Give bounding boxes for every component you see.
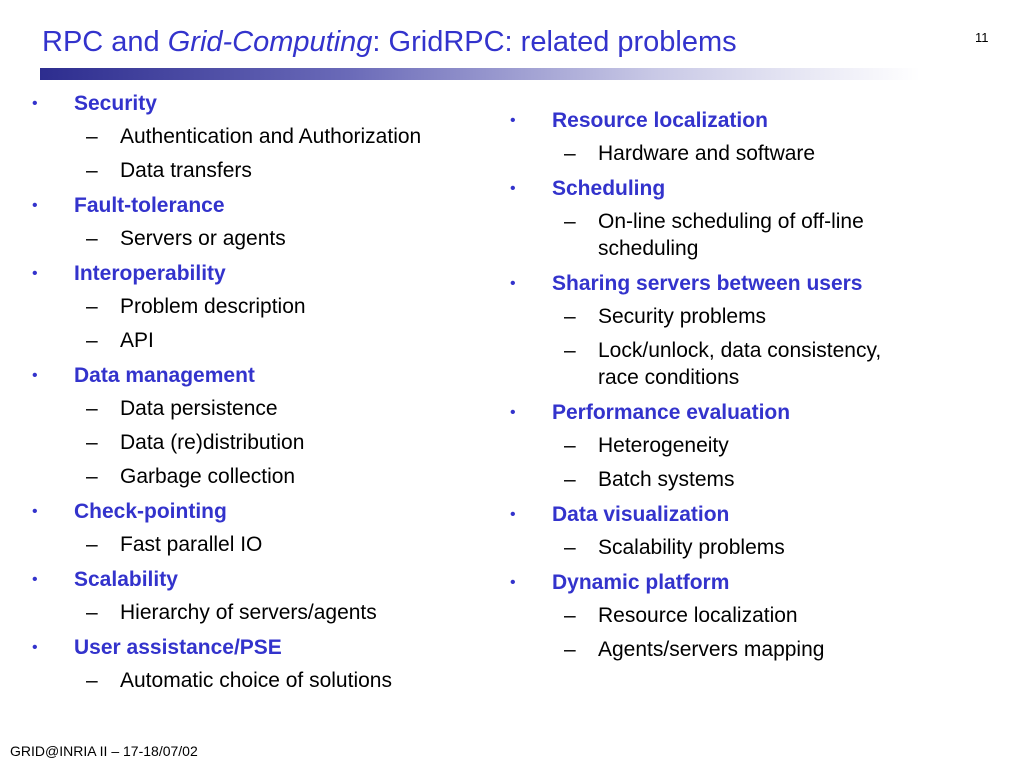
topic-label: Fault-tolerance [74, 194, 225, 217]
subtopic-list [28, 667, 498, 694]
subtopic-item [28, 225, 498, 252]
topic-item [506, 269, 976, 391]
topic-heading [506, 269, 976, 303]
dash-icon: – [86, 465, 98, 488]
right-topic-list [506, 106, 976, 663]
subtopic-list [28, 123, 498, 184]
subtopic-label: Problem description [120, 295, 306, 318]
dash-icon: – [86, 431, 98, 454]
topic-heading [28, 89, 498, 123]
topic-label: Data visualization [552, 503, 730, 526]
subtopic-label: Agents/servers mapping [598, 638, 825, 661]
topic-item [28, 497, 498, 558]
subtopic-list [28, 395, 498, 490]
topic-heading [506, 174, 976, 208]
left-column [28, 89, 498, 701]
subtopic-item [28, 531, 498, 558]
title-italic: Grid-Computing [167, 26, 373, 58]
topic-label: Interoperability [74, 262, 226, 285]
bullet-icon: • [32, 571, 38, 588]
subtopic-item [506, 303, 976, 330]
subtopic-list [506, 602, 976, 663]
topic-heading [28, 259, 498, 293]
title-prefix: RPC and [42, 26, 168, 58]
topic-label: User assistance/PSE [74, 636, 282, 659]
topic-heading [506, 106, 976, 140]
subtopic-label: Hierarchy of servers/agents [120, 601, 377, 624]
topic-label: Check-pointing [74, 500, 227, 523]
bullet-icon: • [32, 197, 38, 214]
subtopic-label: Automatic choice of solutions [120, 669, 392, 692]
dash-icon: – [564, 305, 576, 328]
topic-item [28, 633, 498, 694]
subtopic-label: Garbage collection [120, 465, 296, 488]
subtopic-label: Hardware and software [598, 142, 816, 165]
subtopic-item [506, 432, 976, 459]
dash-icon: – [86, 159, 98, 182]
title-suffix: : GridRPC: related problems [372, 26, 737, 58]
topic-label: Resource localization [552, 109, 768, 132]
subtopic-item [28, 395, 498, 422]
topic-label: Performance evaluation [552, 401, 791, 424]
subtopic-label: Heterogeneity [598, 434, 729, 457]
subtopic-label: Data persistence [120, 397, 278, 420]
topic-item [506, 568, 976, 663]
subtopic-label: API [120, 329, 154, 352]
subtopic-label: Lock/unlock, data consistency, race conditions [598, 339, 882, 389]
subtopic-item [506, 636, 976, 663]
dash-icon: – [86, 533, 98, 556]
dash-icon: – [564, 468, 576, 491]
slide-number: 11 [975, 30, 989, 45]
subtopic-label: Security problems [598, 305, 767, 328]
subtopic-item [28, 123, 498, 150]
dash-icon: – [564, 339, 576, 362]
subtopic-label: On-line scheduling of off-line scheduling [598, 210, 864, 260]
slide-footer: GRID@INRIA II – 17-18/07/02 [10, 743, 198, 759]
topic-heading [28, 565, 498, 599]
subtopic-item [28, 429, 498, 456]
topic-item [506, 500, 976, 561]
subtopic-item [506, 140, 976, 167]
topic-heading [28, 633, 498, 667]
topic-item [28, 191, 498, 252]
subtopic-item [28, 293, 498, 320]
topic-label: Data management [74, 364, 255, 387]
topic-heading [506, 568, 976, 602]
bullet-icon: • [510, 506, 516, 523]
dash-icon: – [86, 295, 98, 318]
topic-label: Security [74, 92, 157, 115]
subtopic-label: Resource localization [598, 604, 798, 627]
topic-item [28, 89, 498, 184]
subtopic-list [28, 293, 498, 354]
subtopic-label: Data (re)distribution [120, 431, 305, 454]
subtopic-item [506, 337, 976, 391]
subtopic-list [506, 534, 976, 561]
subtopic-item [28, 667, 498, 694]
subtopic-item [28, 463, 498, 490]
topic-label: Scheduling [552, 177, 666, 200]
dash-icon: – [564, 638, 576, 661]
subtopic-label: Data transfers [120, 159, 252, 182]
bullet-icon: • [32, 367, 38, 384]
subtopic-item [28, 599, 498, 626]
dash-icon: – [86, 669, 98, 692]
subtopic-item [28, 157, 498, 184]
dash-icon: – [86, 329, 98, 352]
dash-icon: – [564, 142, 576, 165]
subtopic-list [506, 432, 976, 493]
subtopic-list [28, 531, 498, 558]
subtopic-item [28, 327, 498, 354]
title-underline-rule [40, 68, 920, 80]
dash-icon: – [564, 604, 576, 627]
topic-item [506, 174, 976, 262]
subtopic-list [28, 599, 498, 626]
bullet-icon: • [510, 275, 516, 292]
subtopic-label: Scalability problems [598, 536, 785, 559]
subtopic-list [506, 140, 976, 167]
dash-icon: – [86, 397, 98, 420]
bullet-icon: • [510, 574, 516, 591]
topic-heading [506, 398, 976, 432]
topic-heading [28, 191, 498, 225]
subtopic-list [506, 303, 976, 391]
bullet-icon: • [32, 95, 38, 112]
topic-heading [506, 500, 976, 534]
bullet-icon: • [32, 265, 38, 282]
dash-icon: – [564, 536, 576, 559]
subtopic-list [506, 208, 976, 262]
topic-item [28, 259, 498, 354]
bullet-icon: • [510, 404, 516, 421]
subtopic-label: Authentication and Authorization [120, 125, 422, 148]
bullet-icon: • [32, 639, 38, 656]
bullet-icon: • [510, 112, 516, 129]
topic-label: Scalability [74, 568, 178, 591]
topic-item [506, 398, 976, 493]
right-column [506, 106, 976, 670]
subtopic-item [506, 466, 976, 493]
subtopic-label: Fast parallel IO [120, 533, 263, 556]
topic-heading [28, 497, 498, 531]
subtopic-label: Servers or agents [120, 227, 286, 250]
dash-icon: – [86, 227, 98, 250]
subtopic-list [28, 225, 498, 252]
topic-item [506, 106, 976, 167]
slide-title [42, 26, 737, 59]
dash-icon: – [564, 434, 576, 457]
subtopic-item [506, 208, 976, 262]
subtopic-label: Batch systems [598, 468, 735, 491]
topic-item [28, 565, 498, 626]
topic-label: Dynamic platform [552, 571, 730, 594]
topic-item [28, 361, 498, 490]
dash-icon: – [564, 210, 576, 233]
left-topic-list [28, 89, 498, 694]
topic-label: Sharing servers between users [552, 272, 863, 295]
topic-heading [28, 361, 498, 395]
subtopic-item [506, 534, 976, 561]
bullet-icon: • [32, 503, 38, 520]
dash-icon: – [86, 601, 98, 624]
bullet-icon: • [510, 180, 516, 197]
dash-icon: – [86, 125, 98, 148]
subtopic-item [506, 602, 976, 629]
